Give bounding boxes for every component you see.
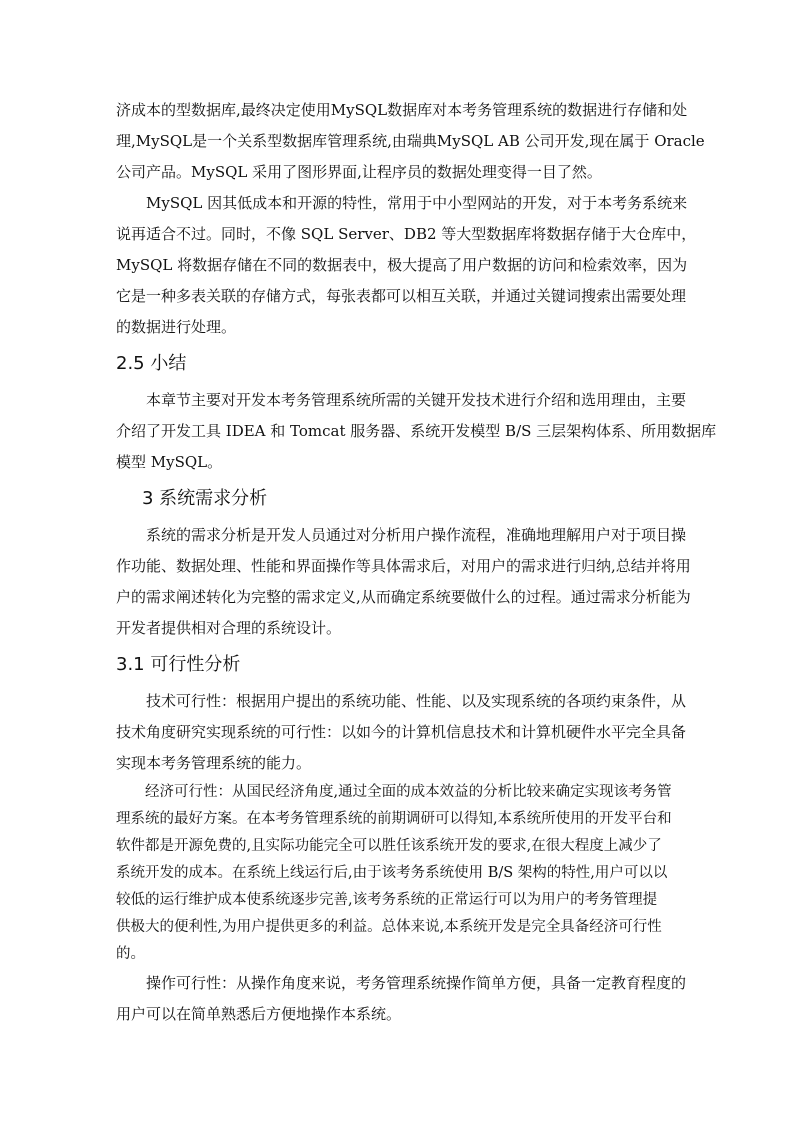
text-line: 济成本的型数据库,最终决定使用MySQL数据库对本考务管理系统的数据进行存储和处 <box>116 101 688 119</box>
text-line: 的数据进行处理。 <box>116 318 237 336</box>
section-heading-2-5: 2.5 小结 <box>116 353 187 374</box>
paragraph-requirement-analysis <box>116 520 716 644</box>
text-line: MySQL 因其低成本和开源的特性，常用于中小型网站的开发，对于本考务系统来 <box>116 194 688 212</box>
text-line: 介绍了开发工具 IDEA 和 Tomcat 服务器、系统开发模型 B/S 三层架构体系、所用数据库 <box>116 422 717 440</box>
text-line: MySQL 将数据存储在不同的数据表中，极大提高了用户数据的访问和检索效率，因为 <box>116 256 688 274</box>
text-line: 供极大的便利性,为用户提供更多的利益。总体来说,本系统开发是完全具备经济可行性 <box>116 919 662 935</box>
text-line: 户的需求阐述转化为完整的需求定义,从而确定系统要做什么的过程。通过需求分析能为 <box>116 588 691 606</box>
text-line: 系统的需求分析是开发人员通过对分析用户操作流程，准确地理解用户对于项目操 <box>116 526 687 544</box>
chapter-heading-3: 3 系统需求分析 <box>142 488 268 509</box>
text-line: 经济可行性：从国民经济角度,通过全面的成本效益的分析比较来确定实现该考务管 <box>116 784 672 800</box>
text-line: 理系统的最好方案。在本考务管理系统的前期调研可以得知,本系统所使用的开发平台和 <box>116 811 672 827</box>
page-content <box>116 95 716 1030</box>
text-line: 模型 MySQL。 <box>116 453 223 471</box>
text-line: 操作可行性：从操作角度来说，考务管理系统操作简单方便，具备一定教育程度的 <box>116 974 687 992</box>
section-heading-3-1: 3.1 可行性分析 <box>116 654 241 675</box>
text-line: 作功能、数据处理、性能和界面操作等具体需求后，对用户的需求进行归纳,总结并将用 <box>116 557 691 575</box>
text-line: 实现本考务管理系统的能力。 <box>116 754 312 772</box>
text-line: 公司产品。MySQL 采用了图形界面,让程序员的数据处理变得一目了然。 <box>116 163 602 181</box>
text-line: 它是一种多表关联的存储方式，每张表都可以相互关联，并通过关键词搜索出需要处理 <box>116 287 687 305</box>
text-line: 系统开发的成本。在系统上线运行后,由于该考务系统使用 B/S 架构的特性,用户可以以 <box>116 865 668 881</box>
text-line: 技术可行性：根据用户提出的系统功能、性能、以及实现系统的各项约束条件，从 <box>116 692 687 710</box>
text-line: 本章节主要对开发本考务管理系统所需的关键开发技术进行介绍和选用理由，主要 <box>116 391 687 409</box>
paragraph-mysql-choice <box>116 95 716 188</box>
text-line: 技术角度研究实现系统的可行性：以如今的计算机信息技术和计算机硬件水平完全具备 <box>116 723 687 741</box>
text-line: 理,MySQL是一个关系型数据库管理系统,由瑞典MySQL AB 公司开发,现在属于 Oracle <box>116 132 705 150</box>
paragraph-operational-feasibility <box>116 968 716 1030</box>
paragraph-economic-feasibility <box>116 779 716 968</box>
text-line: 用户可以在简单熟悉后方便地操作本系统。 <box>116 1005 402 1023</box>
paragraph-technical-feasibility <box>116 686 716 779</box>
text-line: 开发者提供相对合理的系统设计。 <box>116 619 342 637</box>
text-line: 说再适合不过。同时，不像 SQL Server、DB2 等大型数据库将数据存储于大仓库中， <box>116 225 697 243</box>
text-line: 的。 <box>116 946 145 962</box>
text-line: 软件都是开源免费的,且实际功能完全可以胜任该系统开发的要求,在很大程度上减少了 <box>116 838 662 854</box>
text-line: 较低的运行维护成本使系统逐步完善,该考务系统的正常运行可以为用户的考务管理提 <box>116 892 658 908</box>
paragraph-chapter-summary <box>116 385 716 478</box>
paragraph-mysql-features <box>116 188 716 343</box>
